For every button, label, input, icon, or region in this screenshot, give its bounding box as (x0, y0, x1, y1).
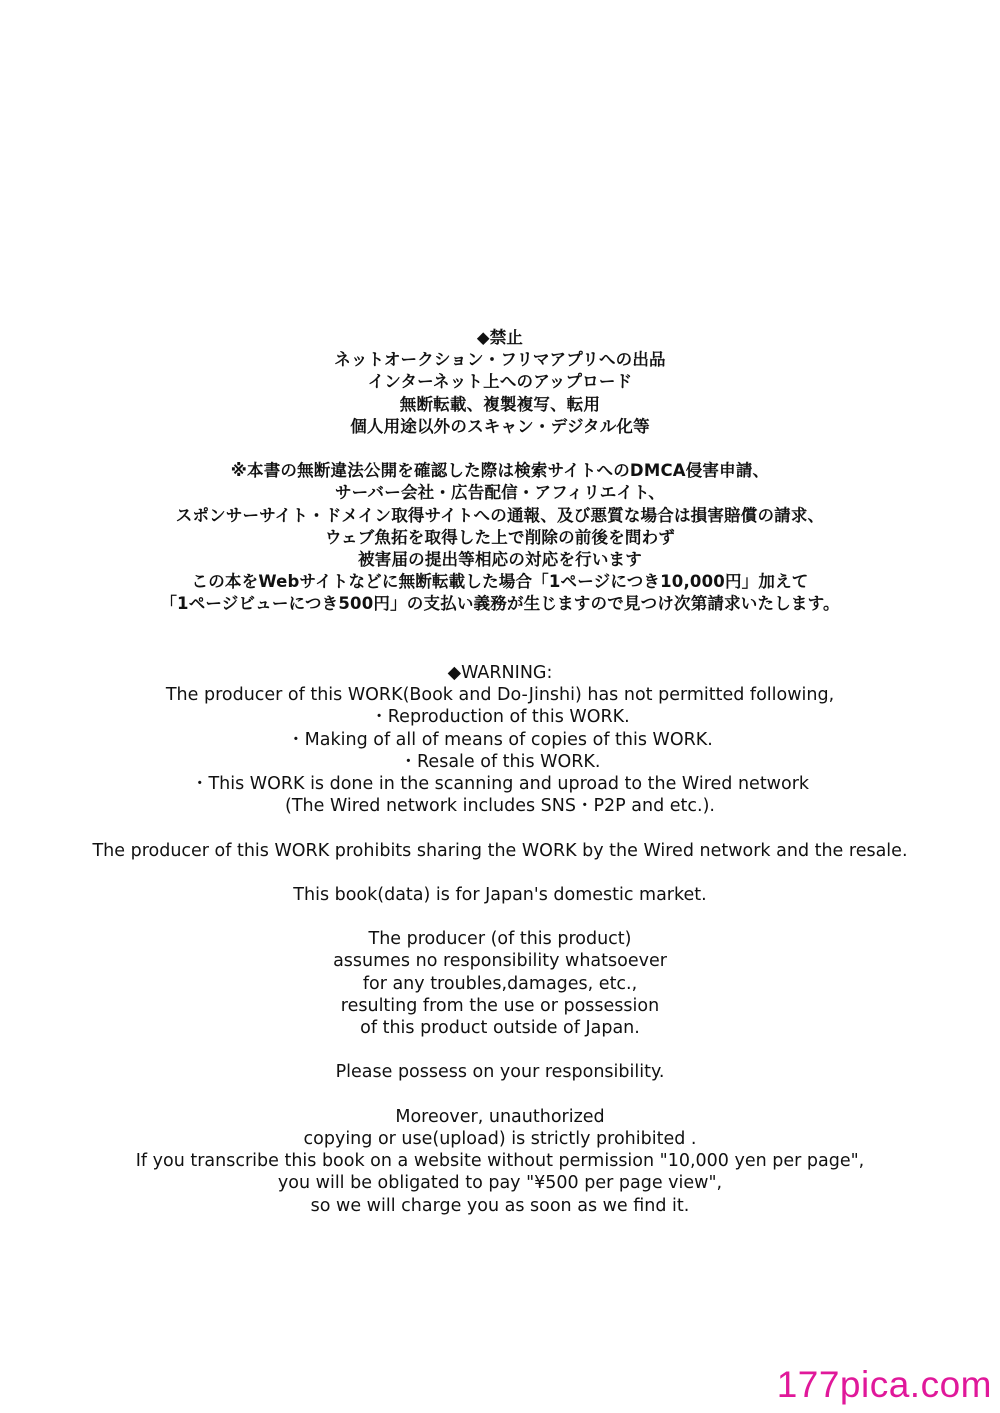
warning-line: ・This WORK is done in the scanning and uproad to the Wired network (190, 773, 810, 794)
notice-line: ※本書の無断違法公開を確認した際は検索サイトへのDMCA侵害申請、 (230, 461, 770, 481)
site-watermark: 177pica.com (776, 1364, 992, 1405)
prohibited-item: ネットオークション・フリマアプリへの出品 (334, 350, 666, 370)
notice-line: 被害届の提出等相応の対応を行います (358, 549, 642, 569)
prohibited-item: 無断転載、複製複写、転用 (399, 394, 601, 414)
possess-line: Please possess on your responsibility. (335, 1062, 665, 1083)
warning-line: ・Making of all of means of copies of this WORK. (287, 729, 713, 750)
prohibits-line: The producer of this WORK prohibits sharing the WORK by the Wired network and the resale. (92, 840, 908, 861)
warning-line: (The Wired network includes SNS・P2P and etc.). (285, 796, 715, 817)
japanese-heading: ◆禁止 (476, 328, 524, 347)
moreover-line: If you transcribe this book on a website without permission "10,000 yen per page", (135, 1151, 865, 1172)
responsibility-line: The producer (of this product) (368, 929, 632, 950)
notice-line: 「1ページビューにつき500円」の支払い義務が生じますので見つけ次第請求いたします。 (160, 594, 840, 614)
moreover-line: you will be obligated to pay "¥500 per page view", (277, 1173, 723, 1194)
warning-line: ・Resale of this WORK. (399, 751, 601, 772)
responsibility-line: assumes no responsibility whatsoever (333, 951, 667, 972)
spacer (0, 862, 1000, 884)
notice-line: スポンサーサイト・ドメイン取得サイトへの通報、及び悪質な場合は損害賠償の請求、 (175, 505, 825, 525)
english-notice (0, 662, 1000, 1217)
warning-line: ・Reproduction of this WORK. (370, 707, 630, 728)
responsibility-line: of this product outside of Japan. (360, 1018, 640, 1038)
moreover-line: copying or use(upload) is strictly prohibited . (303, 1128, 697, 1149)
domestic-line: This book(data) is for Japan's domestic market. (293, 884, 707, 905)
spacer (0, 1039, 1000, 1061)
notice-line: サーバー会社・広告配信・アフィリエイト、 (334, 483, 666, 503)
moreover-line: Moreover, unauthorized (395, 1106, 605, 1127)
notice-line: ウェブ魚拓を取得した上で削除の前後を問わず (324, 527, 676, 547)
warning-line: The producer of this WORK(Book and Do-Jinshi) has not permitted following, (165, 685, 835, 706)
spacer (0, 906, 1000, 928)
spacer (0, 817, 1000, 839)
moreover-line: so we will charge you as soon as we find it. (310, 1195, 690, 1216)
responsibility-line: for any troubles,damages, etc., (362, 973, 638, 994)
prohibited-item: インターネット上へのアップロード (367, 372, 633, 392)
japanese-notice (0, 327, 1000, 615)
spacer (0, 438, 1000, 460)
spacer (0, 1084, 1000, 1106)
prohibited-item: 個人用途以外のスキャン・デジタル化等 (350, 416, 650, 436)
english-heading: ◆WARNING: (447, 663, 553, 683)
responsibility-line: resulting from the use or possession (340, 995, 660, 1016)
notice-line: この本をWebサイトなどに無断転載した場合「1ページにつき10,000円」加えて (191, 572, 809, 592)
